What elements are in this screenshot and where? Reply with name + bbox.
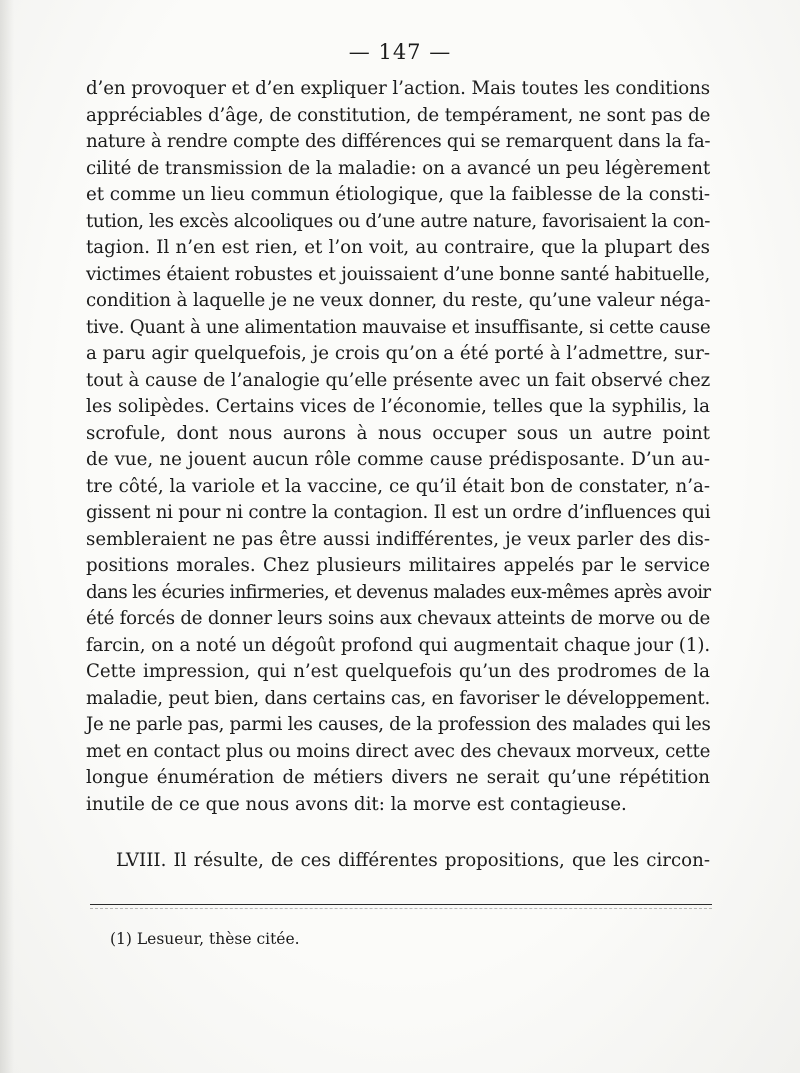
text-line: met en contact plus ou moins direct avec des chevaux morveux, cette bbox=[86, 740, 711, 762]
text-line: Cette impression, qui n’est quelquefois qu’un des prodromes de la bbox=[86, 661, 710, 682]
text-line: scrofule, dont nous aurons à nous occuper sous un autre point bbox=[86, 422, 710, 444]
page-number: — 147 — bbox=[348, 40, 452, 64]
section-lviii-paragraph bbox=[86, 848, 710, 875]
text-line: tive. Quant à une alimentation mauvaise et insuffisante, si cette cause bbox=[86, 316, 711, 338]
text-line: longue énumération de métiers divers ne serait qu’une répétition bbox=[86, 767, 710, 788]
text-line: cilité de transmission de la maladie: on a avancé un peu légèrement bbox=[86, 157, 711, 179]
text-line: positions morales. Chez plusieurs militaires appelés par le service bbox=[86, 555, 710, 576]
text-line: victimes étaient robustes et jouissaient d’une bonne santé habituelle, bbox=[86, 263, 710, 285]
text-line: et comme un lieu commun étiologique, que la faiblesse de la consti- bbox=[86, 184, 710, 205]
text-line: tre côté, la variole et la vaccine, ce qu’il était bon de constater, n’a- bbox=[86, 475, 710, 497]
main-paragraph bbox=[86, 76, 710, 818]
text-line: a paru agir quelquefois, je crois qu’on a été porté à l’admettre, sur- bbox=[86, 343, 710, 364]
text-line: inutile de ce que nous avons dit: la morve est contagieuse. bbox=[86, 793, 627, 815]
text-line: été forcés de donner leurs soins aux chevaux atteints de morve ou de bbox=[86, 608, 710, 629]
text-line: sembleraient ne pas être aussi indifférentes, je veux parler des dis- bbox=[86, 528, 710, 550]
text-line: condition à laquelle je ne veux donner, du reste, qu’une valeur néga- bbox=[86, 290, 711, 311]
footnote-divider-shadow bbox=[90, 908, 712, 909]
text-line: farcin, on a noté un dégoût profond qui augmentait chaque jour (1). bbox=[86, 634, 711, 656]
text-line: gissent ni pour ni contre la contagion. Il est un ordre d’influences qui bbox=[86, 502, 711, 523]
text-line: tution, les excès alcooliques ou d’une autre nature, favorisaient la con- bbox=[86, 210, 710, 232]
text-line: les solipèdes. Certains vices de l’économie, telles que la syphilis, la bbox=[86, 396, 710, 417]
text-line: d’en provoquer et d’en expliquer l’action. Mais toutes les conditions bbox=[86, 78, 710, 99]
section-first-line: LVIII. Il résulte, de ces différentes propositions, que les circon- bbox=[116, 850, 710, 871]
text-line: appréciables d’âge, de constitution, de tempérament, ne sont pas de bbox=[86, 104, 711, 126]
text-line: dans les écuries infirmeries, et devenus malades eux-mêmes après avoir bbox=[86, 581, 711, 603]
text-line: tagion. Il n’en est rien, et l’on voit, au contraire, que la plupart des bbox=[86, 237, 710, 258]
text-line: maladie, peut bien, dans certains cas, en favoriser le développement. bbox=[86, 687, 710, 709]
text-line: de vue, ne jouent aucun rôle comme cause prédisposante. D’un au- bbox=[86, 449, 710, 470]
footnote-divider bbox=[90, 904, 712, 905]
text-line: tout à cause de l’analogie qu’elle présente avec un fait observé chez bbox=[86, 369, 711, 391]
page-edge-shadow bbox=[0, 0, 14, 1073]
footnote: (1) Lesueur, thèse citée. bbox=[110, 930, 300, 948]
text-line: nature à rendre compte des différences qui se remarquent dans la fa- bbox=[86, 131, 711, 152]
text-line: Je ne parle pas, parmi les causes, de la profession des malades qui les bbox=[86, 714, 711, 735]
